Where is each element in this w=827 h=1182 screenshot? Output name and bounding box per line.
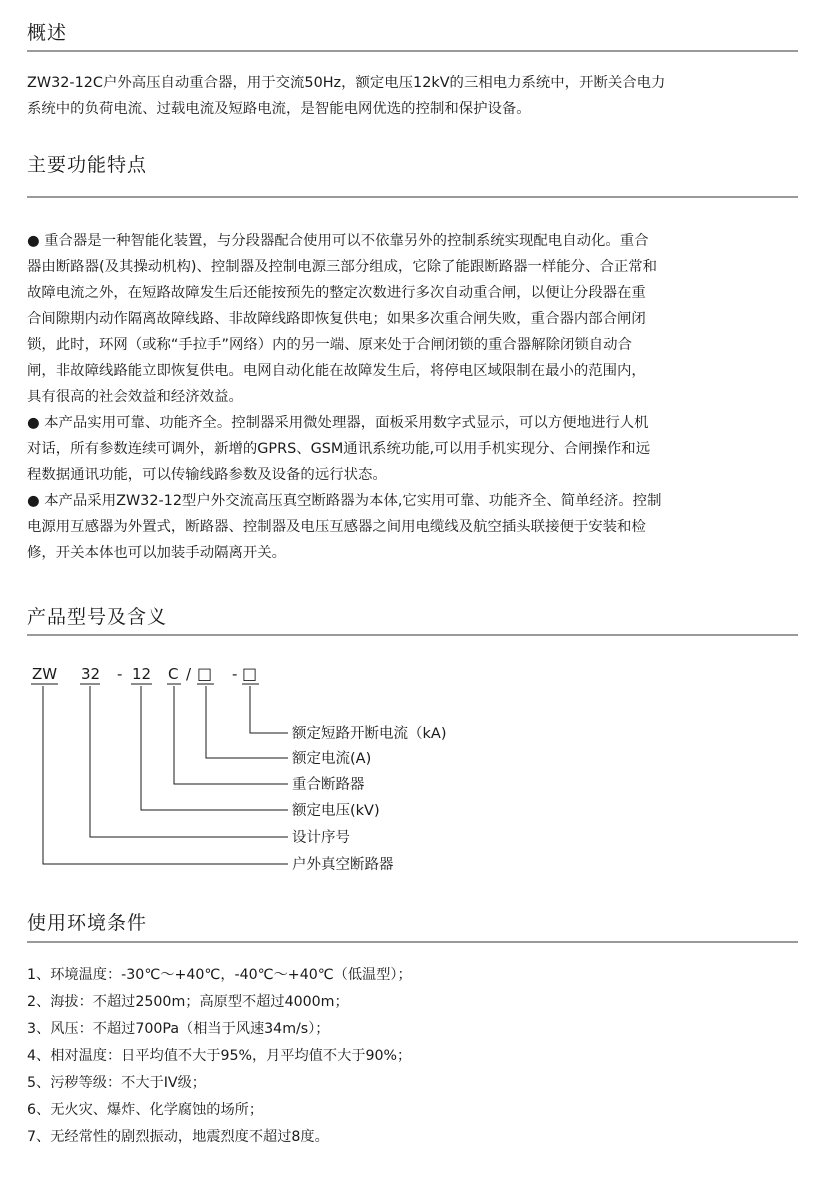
text-line: ● 本产品实用可靠、功能齐全。控制器采用微处理器，面板采用数字式显示，可以方便地进行人机 bbox=[27, 415, 649, 431]
text-line: 修，开关本体也可以加装手动隔离开关。 bbox=[27, 545, 287, 561]
features-paragraph bbox=[27, 228, 802, 566]
leader-line bbox=[90, 686, 288, 837]
meaning-rated-current: 额定电流(A) bbox=[292, 751, 372, 767]
text-line: ● 本产品采用ZW32-12型户外交流高压真空断路器为本体,它实用可靠、功能齐全、简单经济。控制 bbox=[27, 493, 662, 509]
section-divider bbox=[27, 196, 798, 198]
section-title-overview: 概述 bbox=[27, 22, 68, 44]
code-part-slash: / bbox=[186, 665, 192, 683]
text-line: 故障电流之外，在短路故障发生后还能按预先的整定次数进行多次自动重合闸，以便让分段器在重 bbox=[27, 285, 646, 301]
text-line: 电源用互感器为外置式，断路器、控制器及电压互感器之间用电缆线及航空插头联接便于安装和检 bbox=[27, 519, 646, 535]
section-title-model: 产品型号及含义 bbox=[27, 606, 168, 628]
model-code-diagram bbox=[0, 650, 827, 890]
text-line: 器由断路器(及其操动机构)、控制器及控制电源三部分组成，它除了能跟断路器一样能分、合正常和 bbox=[27, 259, 658, 275]
list-item: 5、污秽等级：不大于IV级； bbox=[27, 1075, 206, 1091]
code-part-zw: ZW bbox=[32, 665, 58, 683]
section-divider bbox=[27, 941, 798, 943]
text-line: 合间隙期内动作隔离故障线路、非故障线路即恢复供电；如果多次重合闸失败，重合器内部合闸闭 bbox=[27, 311, 646, 327]
code-part-breaking-box: □ bbox=[242, 664, 258, 683]
code-part-voltage: 12 bbox=[132, 665, 152, 683]
meaning-design-serial: 设计序号 bbox=[292, 830, 350, 846]
list-item: 7、无经常性的剧烈振动，地震烈度不超过8度。 bbox=[27, 1129, 329, 1145]
meaning-recloser: 重合断路器 bbox=[292, 777, 365, 793]
section-title-environment: 使用环境条件 bbox=[27, 912, 148, 934]
list-item: 6、无火灾、爆炸、化学腐蚀的场所； bbox=[27, 1102, 264, 1118]
leader-line bbox=[206, 686, 288, 758]
list-item: 4、相对温度：日平均值不大于95%，月平均值不大于90%； bbox=[27, 1048, 412, 1064]
leader-line bbox=[250, 686, 288, 733]
text-line: ● 重合器是一种智能化装置，与分段器配合使用可以不依靠另外的控制系统实现配电自动化。重合 bbox=[27, 233, 649, 249]
code-part-dash: - bbox=[117, 665, 123, 683]
meaning-rated-breaking-current: 额定短路开断电流（kA) bbox=[292, 726, 447, 742]
code-part-dash: - bbox=[232, 665, 238, 683]
overview-paragraph bbox=[27, 70, 802, 122]
text-line: 锁，此时，环网（或称“手拉手”网络）内的另一端、原来处于合闸闭锁的重合器解除闭锁自动合 bbox=[27, 337, 632, 353]
list-item: 2、海拔：不超过2500m；高原型不超过4000m； bbox=[27, 994, 349, 1010]
section-divider bbox=[27, 50, 798, 52]
leader-line bbox=[141, 686, 288, 810]
text-line: 闸，非故障线路能立即恢复供电。电网自动化能在故障发生后，将停电区域限制在最小的范围内， bbox=[27, 363, 646, 379]
section-title-features: 主要功能特点 bbox=[27, 154, 148, 176]
list-item: 3、风压：不超过700Pa（相当于风速34m/s）； bbox=[27, 1021, 330, 1037]
section-divider bbox=[27, 634, 798, 636]
text-line: 具有很高的社会效益和经济效益。 bbox=[27, 389, 243, 405]
text-line: 系统中的负荷电流、过载电流及短路电流，是智能电网优选的控制和保护设备。 bbox=[27, 101, 531, 117]
text-line: 程数据通讯功能，可以传输线路参数及设备的远行状态。 bbox=[27, 467, 387, 483]
code-part-current-box: □ bbox=[197, 664, 213, 683]
meaning-rated-voltage: 额定电压(kV) bbox=[292, 803, 380, 819]
text-line: ZW32-12C户外高压自动重合器，用于交流50Hz，额定电压12kV的三相电力系统中，开断关合电力 bbox=[27, 75, 666, 91]
leader-lines bbox=[43, 686, 288, 864]
meaning-outdoor-vacuum-breaker: 户外真空断路器 bbox=[292, 857, 394, 873]
text-line: 对话，所有参数连续可调外，新增的GPRS、GSM通讯系统功能,可以用手机实现分、合闸操作和远 bbox=[27, 441, 651, 457]
leader-line bbox=[174, 686, 288, 784]
code-part-c: C bbox=[168, 665, 179, 683]
list-item: 1、环境温度：-30℃～+40℃，-40℃～+40℃（低温型）； bbox=[27, 967, 412, 983]
environment-list bbox=[27, 962, 802, 1151]
code-part-series: 32 bbox=[81, 665, 101, 683]
